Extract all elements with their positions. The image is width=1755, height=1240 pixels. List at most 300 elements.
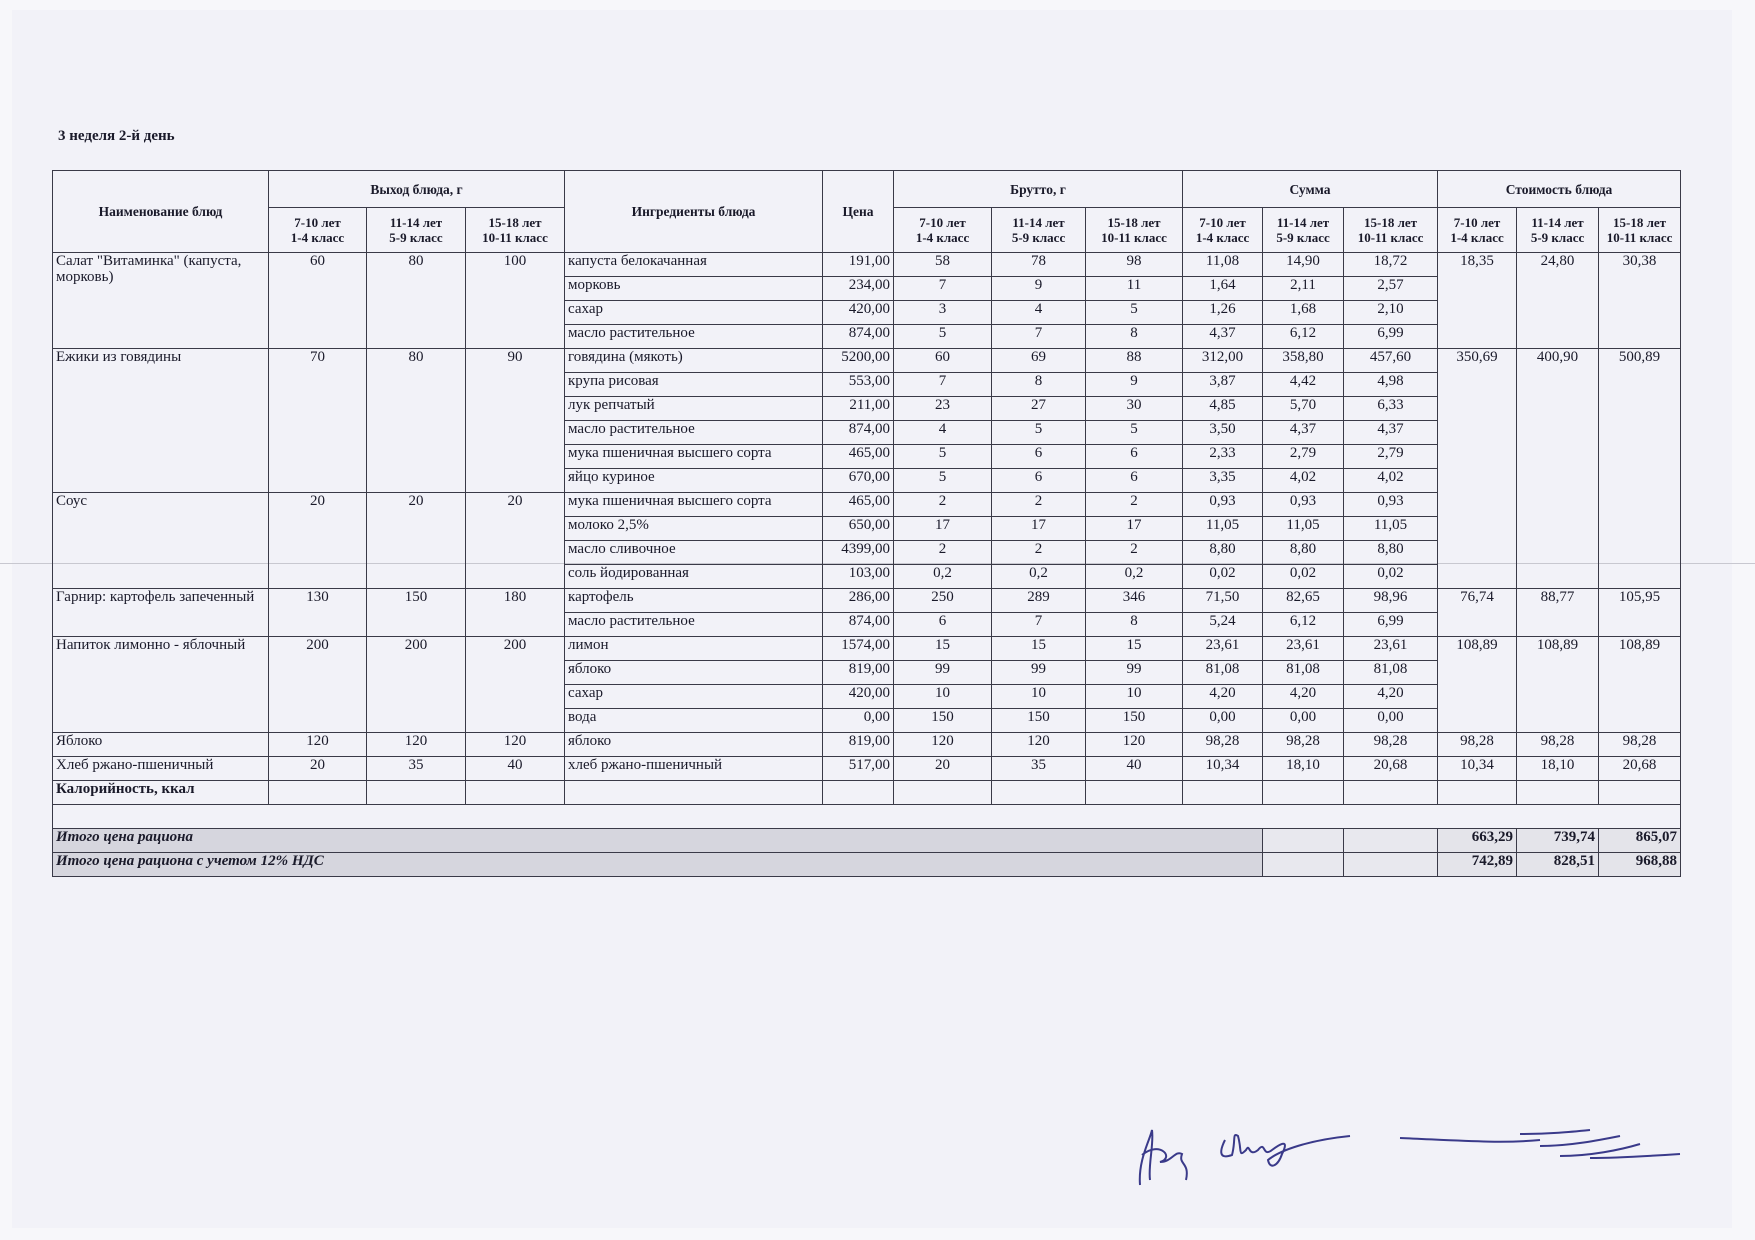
handwritten-signatures bbox=[1120, 1110, 1690, 1210]
ingredient-sum: 312,00 bbox=[1183, 349, 1263, 373]
dish-portion: 120 bbox=[367, 733, 466, 757]
header-price: Цена bbox=[823, 171, 894, 253]
ingredient-price: 420,00 bbox=[823, 301, 894, 325]
ingredient-sum: 6,99 bbox=[1344, 325, 1438, 349]
ingredient-sum: 6,12 bbox=[1263, 325, 1344, 349]
ingredient-sum: 81,08 bbox=[1263, 661, 1344, 685]
ingredient-price: 670,00 bbox=[823, 469, 894, 493]
ingredient-name: крупа рисовая bbox=[565, 373, 823, 397]
age-range: 11-14 лет bbox=[389, 215, 443, 230]
ingredient-price: 553,00 bbox=[823, 373, 894, 397]
dish-portion: 120 bbox=[466, 733, 565, 757]
gross-weight: 98 bbox=[1086, 253, 1183, 277]
dish-name: Гарнир: картофель запеченный bbox=[53, 589, 269, 637]
gross-weight: 3 bbox=[894, 301, 992, 325]
dish-cost: 108,89 bbox=[1438, 637, 1517, 733]
gross-weight: 0,2 bbox=[1086, 565, 1183, 589]
gross-weight: 69 bbox=[992, 349, 1086, 373]
ingredient-sum: 358,80 bbox=[1263, 349, 1344, 373]
gross-weight: 0,2 bbox=[992, 565, 1086, 589]
dish-portion: 20 bbox=[367, 493, 466, 589]
ingredient-name: говядина (мякоть) bbox=[565, 349, 823, 373]
portion-age-header bbox=[269, 208, 367, 253]
ingredient-sum: 2,57 bbox=[1344, 277, 1438, 301]
empty-cell bbox=[992, 781, 1086, 805]
gross-weight: 5 bbox=[894, 325, 992, 349]
gross-weight: 5 bbox=[1086, 421, 1183, 445]
ingredient-row bbox=[53, 253, 1681, 277]
gross-weight: 2 bbox=[992, 541, 1086, 565]
ingredient-price: 5200,00 bbox=[823, 349, 894, 373]
ingredient-sum: 4,37 bbox=[1183, 325, 1263, 349]
dish-portion: 180 bbox=[466, 589, 565, 637]
gross-weight: 6 bbox=[992, 445, 1086, 469]
ingredient-sum: 5,24 bbox=[1183, 613, 1263, 637]
gross-age-header bbox=[1086, 208, 1183, 253]
grade-range: 5-9 класс bbox=[1276, 230, 1330, 245]
dish-name: Хлеб ржано-пшеничный bbox=[53, 757, 269, 781]
grade-range: 10-11 класс bbox=[1606, 230, 1673, 245]
gross-weight: 78 bbox=[992, 253, 1086, 277]
ingredient-name: морковь bbox=[565, 277, 823, 301]
ingredient-name: яйцо куриное bbox=[565, 469, 823, 493]
gross-weight: 17 bbox=[894, 517, 992, 541]
ingredient-sum: 3,87 bbox=[1183, 373, 1263, 397]
ingredient-sum: 0,02 bbox=[1183, 565, 1263, 589]
ingredient-sum: 0,00 bbox=[1183, 709, 1263, 733]
gross-weight: 2 bbox=[894, 541, 992, 565]
dish-portion: 20 bbox=[269, 757, 367, 781]
age-range: 15-18 лет bbox=[488, 215, 542, 230]
gross-weight: 10 bbox=[992, 685, 1086, 709]
ingredient-sum: 18,72 bbox=[1344, 253, 1438, 277]
grade-range: 10-11 класс bbox=[1357, 230, 1424, 245]
ingredient-sum: 0,93 bbox=[1183, 493, 1263, 517]
gross-weight: 60 bbox=[894, 349, 992, 373]
portion-age-header bbox=[466, 208, 565, 253]
ingredient-sum: 3,35 bbox=[1183, 469, 1263, 493]
dish-cost: 88,77 bbox=[1517, 589, 1599, 637]
gross-weight: 120 bbox=[894, 733, 992, 757]
gross-weight: 99 bbox=[894, 661, 992, 685]
ingredient-sum: 2,79 bbox=[1263, 445, 1344, 469]
ingredient-price: 420,00 bbox=[823, 685, 894, 709]
empty-cell bbox=[1263, 829, 1344, 853]
table-header bbox=[53, 171, 1681, 253]
dish-portion: 100 bbox=[466, 253, 565, 349]
gross-weight: 27 bbox=[992, 397, 1086, 421]
ingredient-price: 465,00 bbox=[823, 493, 894, 517]
total-label: Итого цена рациона bbox=[53, 829, 1263, 853]
ingredient-sum: 4,20 bbox=[1183, 685, 1263, 709]
ingredient-sum: 11,08 bbox=[1183, 253, 1263, 277]
dish-cost: 30,38 bbox=[1599, 253, 1681, 349]
ingredient-sum: 1,64 bbox=[1183, 277, 1263, 301]
dish-portion: 70 bbox=[269, 349, 367, 493]
ingredient-sum: 4,85 bbox=[1183, 397, 1263, 421]
ingredient-sum: 3,50 bbox=[1183, 421, 1263, 445]
age-range: 7-10 лет bbox=[1453, 215, 1501, 230]
calories-row bbox=[53, 781, 1681, 805]
gross-weight: 15 bbox=[1086, 637, 1183, 661]
age-range: 7-10 лет bbox=[1199, 215, 1246, 230]
dish-cost: 105,95 bbox=[1599, 589, 1681, 637]
empty-cell bbox=[53, 805, 1681, 829]
dish-cost: 98,28 bbox=[1438, 733, 1517, 757]
empty-cell bbox=[1344, 853, 1438, 877]
gross-weight: 7 bbox=[894, 277, 992, 301]
ingredient-row bbox=[53, 349, 1681, 373]
dish-portion: 90 bbox=[466, 349, 565, 493]
header-gross: Брутто, г bbox=[894, 171, 1183, 208]
ingredient-name: лимон bbox=[565, 637, 823, 661]
ingredient-price: 874,00 bbox=[823, 613, 894, 637]
ingredient-sum: 8,80 bbox=[1344, 541, 1438, 565]
ingredient-sum: 4,20 bbox=[1263, 685, 1344, 709]
empty-cell bbox=[1517, 781, 1599, 805]
ingredient-price: 4399,00 bbox=[823, 541, 894, 565]
gross-weight: 150 bbox=[992, 709, 1086, 733]
ingredient-sum: 8,80 bbox=[1263, 541, 1344, 565]
ingredient-sum: 2,33 bbox=[1183, 445, 1263, 469]
ingredient-name: хлеб ржано-пшеничный bbox=[565, 757, 823, 781]
gross-weight: 2 bbox=[992, 493, 1086, 517]
sum-age-header bbox=[1344, 208, 1438, 253]
ingredient-price: 819,00 bbox=[823, 733, 894, 757]
ingredient-sum: 11,05 bbox=[1344, 517, 1438, 541]
total-value: 663,29 bbox=[1438, 829, 1517, 853]
empty-cell bbox=[269, 781, 367, 805]
age-range: 11-14 лет bbox=[1276, 215, 1330, 230]
gross-age-header bbox=[894, 208, 992, 253]
gross-weight: 15 bbox=[992, 637, 1086, 661]
dish-portion: 200 bbox=[269, 637, 367, 733]
ingredient-price: 0,00 bbox=[823, 709, 894, 733]
dish-cost: 10,34 bbox=[1438, 757, 1517, 781]
total-value: 968,88 bbox=[1599, 853, 1681, 877]
ingredient-sum: 98,28 bbox=[1183, 733, 1263, 757]
gross-weight: 58 bbox=[894, 253, 992, 277]
total-value: 742,89 bbox=[1438, 853, 1517, 877]
ingredient-name: масло сливочное bbox=[565, 541, 823, 565]
dish-name: Ежики из говядины bbox=[53, 349, 269, 493]
age-range: 7-10 лет bbox=[294, 215, 341, 230]
dish-cost: 108,89 bbox=[1599, 637, 1681, 733]
ingredient-row bbox=[53, 637, 1681, 661]
ingredient-name: масло растительное bbox=[565, 421, 823, 445]
menu-cost-table bbox=[52, 170, 1681, 877]
ingredient-name: соль йодированная bbox=[565, 565, 823, 589]
ingredient-sum: 0,93 bbox=[1263, 493, 1344, 517]
dish-cost: 98,28 bbox=[1599, 733, 1681, 757]
gross-weight: 30 bbox=[1086, 397, 1183, 421]
gross-weight: 8 bbox=[1086, 325, 1183, 349]
portion-age-header bbox=[367, 208, 466, 253]
ingredient-row bbox=[53, 589, 1681, 613]
ingredient-sum: 10,34 bbox=[1183, 757, 1263, 781]
empty-cell bbox=[367, 781, 466, 805]
age-range: 11-14 лет bbox=[1531, 215, 1584, 230]
gross-weight: 250 bbox=[894, 589, 992, 613]
gross-weight: 2 bbox=[1086, 541, 1183, 565]
ingredient-name: сахар bbox=[565, 685, 823, 709]
ingredient-sum: 4,20 bbox=[1344, 685, 1438, 709]
dish-portion: 200 bbox=[367, 637, 466, 733]
header-cost: Стоимость блюда bbox=[1438, 171, 1681, 208]
sum-age-header bbox=[1183, 208, 1263, 253]
grade-range: 1-4 класс bbox=[290, 230, 345, 245]
gross-weight: 150 bbox=[1086, 709, 1183, 733]
cost-age-header bbox=[1438, 208, 1517, 253]
dish-cost: 500,89 bbox=[1599, 349, 1681, 589]
gross-weight: 40 bbox=[1086, 757, 1183, 781]
gross-weight: 10 bbox=[1086, 685, 1183, 709]
gross-weight: 99 bbox=[992, 661, 1086, 685]
total-value: 739,74 bbox=[1517, 829, 1599, 853]
header-portion: Выход блюда, г bbox=[269, 171, 565, 208]
ingredient-price: 1574,00 bbox=[823, 637, 894, 661]
ingredient-row bbox=[53, 733, 1681, 757]
age-range: 7-10 лет bbox=[919, 215, 966, 230]
dish-cost: 18,35 bbox=[1438, 253, 1517, 349]
ingredient-name: лук репчатый bbox=[565, 397, 823, 421]
dish-portion: 80 bbox=[367, 253, 466, 349]
gross-weight: 5 bbox=[894, 445, 992, 469]
ingredient-name: мука пшеничная высшего сорта bbox=[565, 445, 823, 469]
ingredient-name: яблоко bbox=[565, 733, 823, 757]
gross-weight: 8 bbox=[1086, 613, 1183, 637]
dish-portion: 35 bbox=[367, 757, 466, 781]
ingredient-sum: 4,37 bbox=[1263, 421, 1344, 445]
ingredient-sum: 81,08 bbox=[1183, 661, 1263, 685]
gross-weight: 120 bbox=[992, 733, 1086, 757]
dish-portion: 130 bbox=[269, 589, 367, 637]
ingredient-name: масло растительное bbox=[565, 325, 823, 349]
dish-portion: 120 bbox=[269, 733, 367, 757]
gross-weight: 9 bbox=[1086, 373, 1183, 397]
header-ingredients: Ингредиенты блюда bbox=[565, 171, 823, 253]
gross-weight: 120 bbox=[1086, 733, 1183, 757]
gross-weight: 150 bbox=[894, 709, 992, 733]
ingredient-sum: 98,96 bbox=[1344, 589, 1438, 613]
ingredient-sum: 23,61 bbox=[1344, 637, 1438, 661]
header-dish-name: Наименование блюд bbox=[53, 171, 269, 253]
ingredient-sum: 6,33 bbox=[1344, 397, 1438, 421]
ingredient-sum: 8,80 bbox=[1183, 541, 1263, 565]
ingredient-sum: 4,42 bbox=[1263, 373, 1344, 397]
empty-cell bbox=[1086, 781, 1183, 805]
ingredient-sum: 0,00 bbox=[1344, 709, 1438, 733]
empty-cell bbox=[1263, 853, 1344, 877]
ingredient-row bbox=[53, 493, 1681, 517]
document-title: 3 неделя 2-й день bbox=[58, 128, 175, 144]
ingredient-price: 234,00 bbox=[823, 277, 894, 301]
empty-cell bbox=[1344, 829, 1438, 853]
empty-cell bbox=[823, 781, 894, 805]
dish-portion: 80 bbox=[367, 349, 466, 493]
empty-cell bbox=[565, 781, 823, 805]
dish-name: Соус bbox=[53, 493, 269, 589]
total-value: 828,51 bbox=[1517, 853, 1599, 877]
age-range: 15-18 лет bbox=[1107, 215, 1161, 230]
dish-name: Салат "Витаминка" (капуста, морковь) bbox=[53, 253, 269, 349]
gross-weight: 7 bbox=[992, 325, 1086, 349]
gross-weight: 346 bbox=[1086, 589, 1183, 613]
dish-portion: 60 bbox=[269, 253, 367, 349]
gross-weight: 20 bbox=[894, 757, 992, 781]
ingredient-sum: 2,11 bbox=[1263, 277, 1344, 301]
dish-name: Напиток лимонно - яблочный bbox=[53, 637, 269, 733]
gross-weight: 5 bbox=[992, 421, 1086, 445]
ingredient-name: сахар bbox=[565, 301, 823, 325]
header-sum: Сумма bbox=[1183, 171, 1438, 208]
ingredient-price: 103,00 bbox=[823, 565, 894, 589]
ingredient-sum: 11,05 bbox=[1263, 517, 1344, 541]
gross-weight: 289 bbox=[992, 589, 1086, 613]
grade-range: 1-4 класс bbox=[915, 230, 970, 245]
gross-weight: 4 bbox=[992, 301, 1086, 325]
grade-range: 10-11 класс bbox=[482, 230, 548, 245]
ingredient-sum: 457,60 bbox=[1344, 349, 1438, 373]
gross-weight: 6 bbox=[894, 613, 992, 637]
gross-weight: 23 bbox=[894, 397, 992, 421]
calories-label: Калорийность, ккал bbox=[53, 781, 269, 805]
empty-cell bbox=[1183, 781, 1263, 805]
gross-weight: 2 bbox=[1086, 493, 1183, 517]
ingredient-name: картофель bbox=[565, 589, 823, 613]
ingredient-name: молоко 2,5% bbox=[565, 517, 823, 541]
gross-weight: 0,2 bbox=[894, 565, 992, 589]
ingredient-sum: 0,93 bbox=[1344, 493, 1438, 517]
ingredient-price: 465,00 bbox=[823, 445, 894, 469]
ingredient-price: 286,00 bbox=[823, 589, 894, 613]
grade-range: 1-4 класс bbox=[1450, 230, 1504, 245]
ingredient-name: капуста белокачанная bbox=[565, 253, 823, 277]
ingredient-name: мука пшеничная высшего сорта bbox=[565, 493, 823, 517]
empty-cell bbox=[894, 781, 992, 805]
total-value: 865,07 bbox=[1599, 829, 1681, 853]
gross-weight: 5 bbox=[1086, 301, 1183, 325]
gross-age-header bbox=[992, 208, 1086, 253]
ingredient-sum: 6,12 bbox=[1263, 613, 1344, 637]
gross-weight: 35 bbox=[992, 757, 1086, 781]
ingredient-sum: 4,37 bbox=[1344, 421, 1438, 445]
ingredient-sum: 98,28 bbox=[1344, 733, 1438, 757]
cost-age-header bbox=[1517, 208, 1599, 253]
total-label: Итого цена рациона с учетом 12% НДС bbox=[53, 853, 1263, 877]
gross-weight: 11 bbox=[1086, 277, 1183, 301]
spacer-row bbox=[53, 805, 1681, 829]
ingredient-sum: 20,68 bbox=[1344, 757, 1438, 781]
total-row bbox=[53, 829, 1681, 853]
empty-cell bbox=[1263, 781, 1344, 805]
gross-weight: 10 bbox=[894, 685, 992, 709]
ingredient-sum: 11,05 bbox=[1183, 517, 1263, 541]
gross-weight: 8 bbox=[992, 373, 1086, 397]
ingredient-price: 191,00 bbox=[823, 253, 894, 277]
ingredient-sum: 1,68 bbox=[1263, 301, 1344, 325]
ingredient-price: 211,00 bbox=[823, 397, 894, 421]
empty-cell bbox=[466, 781, 565, 805]
dish-cost: 98,28 bbox=[1517, 733, 1599, 757]
age-range: 15-18 лет bbox=[1613, 215, 1667, 230]
ingredient-sum: 71,50 bbox=[1183, 589, 1263, 613]
grade-range: 5-9 класс bbox=[1011, 230, 1066, 245]
ingredient-name: вода bbox=[565, 709, 823, 733]
gross-weight: 9 bbox=[992, 277, 1086, 301]
ingredient-row bbox=[53, 757, 1681, 781]
gross-weight: 6 bbox=[1086, 445, 1183, 469]
ingredient-sum: 6,99 bbox=[1344, 613, 1438, 637]
gross-weight: 17 bbox=[992, 517, 1086, 541]
gross-weight: 6 bbox=[1086, 469, 1183, 493]
age-range: 11-14 лет bbox=[1012, 215, 1065, 230]
dish-cost: 76,74 bbox=[1438, 589, 1517, 637]
grade-range: 5-9 класс bbox=[389, 230, 443, 245]
ingredient-price: 819,00 bbox=[823, 661, 894, 685]
dish-name: Яблоко bbox=[53, 733, 269, 757]
ingredient-price: 874,00 bbox=[823, 325, 894, 349]
dish-portion: 20 bbox=[269, 493, 367, 589]
empty-cell bbox=[1344, 781, 1438, 805]
gross-weight: 2 bbox=[894, 493, 992, 517]
ingredient-price: 517,00 bbox=[823, 757, 894, 781]
gross-weight: 6 bbox=[992, 469, 1086, 493]
gross-weight: 17 bbox=[1086, 517, 1183, 541]
ingredient-sum: 82,65 bbox=[1263, 589, 1344, 613]
gross-weight: 5 bbox=[894, 469, 992, 493]
sum-age-header bbox=[1263, 208, 1344, 253]
dish-cost: 20,68 bbox=[1599, 757, 1681, 781]
ingredient-price: 874,00 bbox=[823, 421, 894, 445]
dish-portion: 20 bbox=[466, 493, 565, 589]
ingredient-sum: 2,10 bbox=[1344, 301, 1438, 325]
grade-range: 10-11 класс bbox=[1101, 230, 1167, 245]
grade-range: 5-9 класс bbox=[1530, 230, 1585, 245]
gross-weight: 7 bbox=[992, 613, 1086, 637]
empty-cell bbox=[1438, 781, 1517, 805]
ingredient-sum: 2,79 bbox=[1344, 445, 1438, 469]
dish-cost: 108,89 bbox=[1517, 637, 1599, 733]
ingredient-name: яблоко bbox=[565, 661, 823, 685]
grade-range: 1-4 класс bbox=[1195, 230, 1250, 245]
ingredient-sum: 98,28 bbox=[1263, 733, 1344, 757]
gross-weight: 15 bbox=[894, 637, 992, 661]
dish-cost: 350,69 bbox=[1438, 349, 1517, 589]
total-row bbox=[53, 853, 1681, 877]
ingredient-sum: 5,70 bbox=[1263, 397, 1344, 421]
dish-portion: 150 bbox=[367, 589, 466, 637]
ingredient-sum: 18,10 bbox=[1263, 757, 1344, 781]
dish-cost: 18,10 bbox=[1517, 757, 1599, 781]
ingredient-sum: 0,02 bbox=[1263, 565, 1344, 589]
ingredient-sum: 23,61 bbox=[1263, 637, 1344, 661]
ingredient-sum: 81,08 bbox=[1344, 661, 1438, 685]
dish-portion: 40 bbox=[466, 757, 565, 781]
gross-weight: 99 bbox=[1086, 661, 1183, 685]
empty-cell bbox=[1599, 781, 1681, 805]
gross-weight: 7 bbox=[894, 373, 992, 397]
cost-age-header bbox=[1599, 208, 1681, 253]
ingredient-sum: 4,02 bbox=[1344, 469, 1438, 493]
ingredient-sum: 4,98 bbox=[1344, 373, 1438, 397]
dish-portion: 200 bbox=[466, 637, 565, 733]
ingredient-sum: 14,90 bbox=[1263, 253, 1344, 277]
ingredient-price: 650,00 bbox=[823, 517, 894, 541]
dish-cost: 400,90 bbox=[1517, 349, 1599, 589]
ingredient-sum: 23,61 bbox=[1183, 637, 1263, 661]
ingredient-name: масло растительное bbox=[565, 613, 823, 637]
